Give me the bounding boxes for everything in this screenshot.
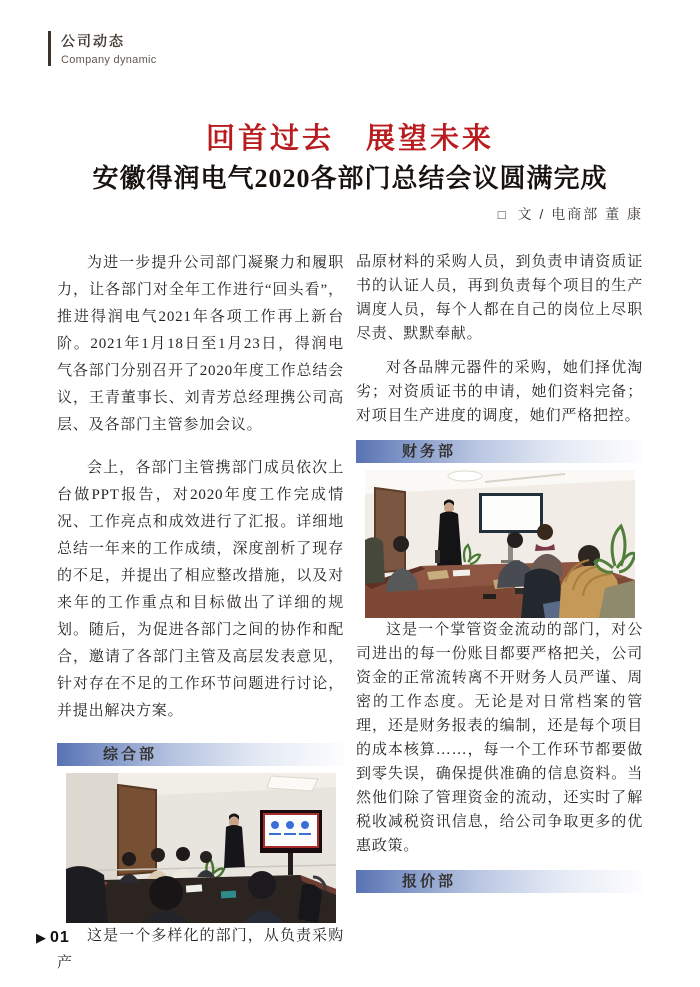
paragraph-general-2: 对各品牌元器件的采购，她们择优淘劣；对资质证书的申请，她们资料完备；对项目生产进度的调度，她们严格把控。 [356, 360, 643, 424]
finance-dept-photo-illustration [365, 470, 635, 618]
general-caption: 这是一个多样化的部门，从负责采购产 [57, 928, 344, 971]
byline-text: 文 / 电商部 董 康 [517, 206, 643, 222]
paragraph-general-continued: 品原材料的采购人员，到负责申请资质证书的认证人员，再到负责每个项目的生产调度人员，每个人都在自己的岗位上尽职尽责、默默奉献。 [356, 254, 643, 342]
section-bar-finance: 财务部 [356, 440, 643, 463]
section-bar-quotation: 报价部 [356, 870, 643, 893]
category-tag [48, 31, 157, 66]
page-marker-icon: ▶ [36, 930, 47, 945]
byline-box-icon: □ [497, 207, 508, 222]
section-bar-general: 综合部 [57, 743, 344, 766]
page-footer [36, 929, 70, 947]
paragraph-intro-2: 会上，各部门主管携部门成员依次上台做PPT报告，对2020年度工作完成情况、工作亮点和成效进行了汇报。详细地总结一年来的工作成绩，深度剖析了现存的不足，并提出了相应整改措施，以及对来年的工作重点和目标做出了详细的规划。随后，为促进各部门之间的协作和配合，邀请了各部门主管及高层发表意见，针对存在不足的工作环节问题进行讨论，并提出解决方案。 [57, 460, 344, 719]
category-label-en: Company dynamic [61, 54, 157, 66]
category-label-cn: 公司动态 [61, 33, 125, 49]
left-column [57, 250, 344, 977]
finance-dept-photo [365, 470, 635, 618]
page-number: 01 [50, 929, 70, 946]
paragraph-intro-1: 为进一步提升公司部门凝聚力和履职力，让各部门对全年工作进行“回头看”，推进得润电气2021年各项工作再上新台阶。2021年1月18日至1月23日，得润电气各部门分别召开了2020年度工作总结会议，王青董事长、刘青芳总经理携公司高层、及各部门主管参加会议。 [57, 255, 344, 433]
general-dept-photo [66, 773, 336, 923]
general-dept-photo-illustration [66, 773, 336, 923]
paragraph-finance: 这是一个掌管资金流动的部门，对公司进出的每一份账目都要严格把关，公司资金的正常流转离不开财务人员严谨、周密的工作态度。无论是对日常档案的管理，还是财务报表的编制，还是每个项目的成本核算……，每一个工作环节都要做到零失误，确保提供准确的信息资料。当然他们除了管理资金的流动，还实时了解税收减税资讯信息，给公司争取更多的优惠政策。 [356, 622, 643, 854]
article-title: 回首过去 展望未来 [205, 123, 494, 155]
byline [498, 204, 643, 224]
right-column [356, 250, 643, 893]
article-subtitle: 安徽得润电气2020各部门总结会议圆满完成 [92, 164, 608, 193]
